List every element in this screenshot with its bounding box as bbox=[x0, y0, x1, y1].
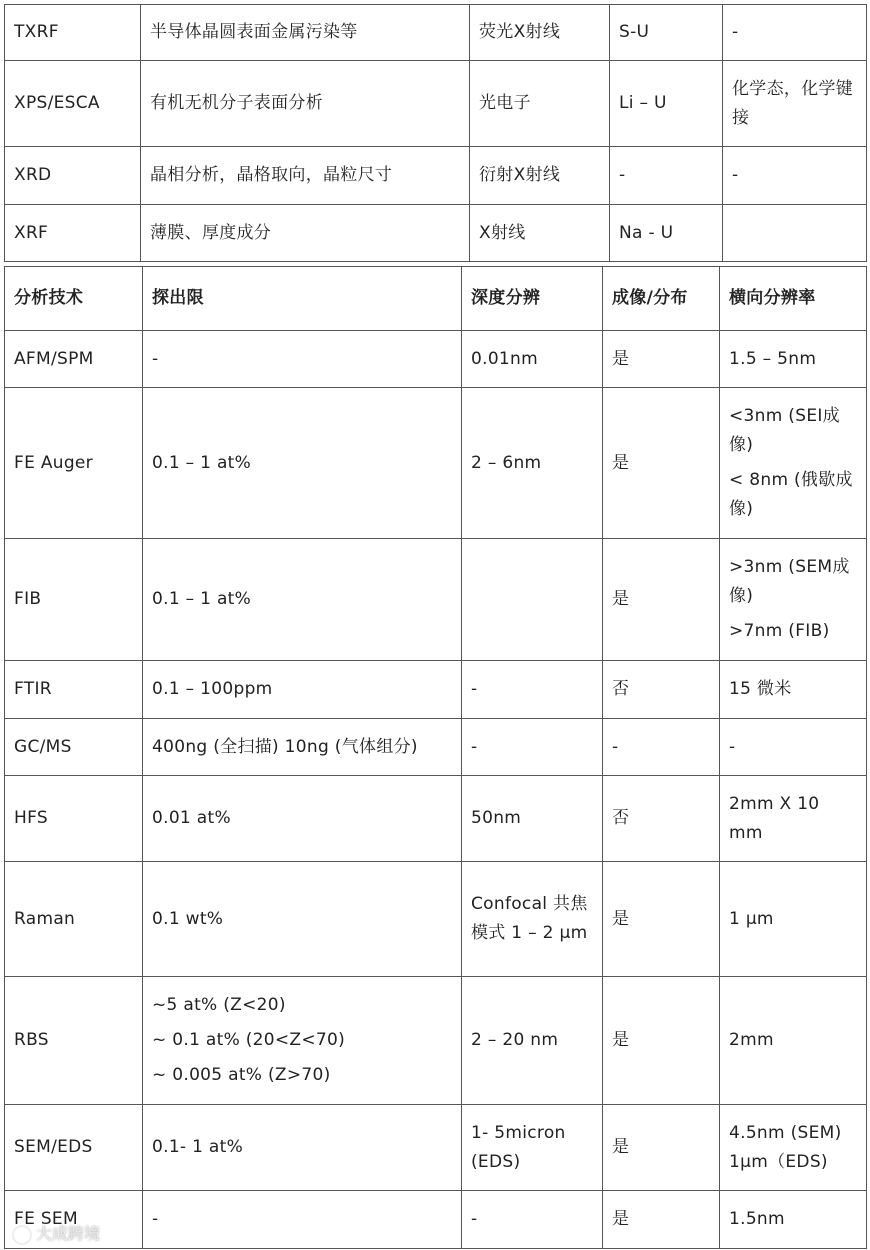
cell-tech: SEM/EDS bbox=[5, 1105, 143, 1191]
cell-limit bbox=[143, 1105, 462, 1191]
cell-line: - bbox=[152, 1209, 159, 1229]
cell-tech: XRF bbox=[5, 205, 141, 262]
cell-line: 400ng (全扫描) 10ng (气体组分) bbox=[152, 736, 418, 757]
cell-tech: GC/MS bbox=[5, 719, 143, 776]
cell-imaging: 是 bbox=[603, 331, 720, 388]
table-row bbox=[5, 661, 867, 719]
header-lateral: 横向分辨率 bbox=[720, 267, 867, 331]
cell-tech: RBS bbox=[5, 977, 143, 1105]
cell-limit bbox=[143, 539, 462, 661]
cell-elements: - bbox=[610, 147, 723, 205]
cell-depth: - bbox=[462, 1191, 603, 1249]
cell-probe: 衍射X射线 bbox=[470, 147, 610, 205]
cell-imaging: 是 bbox=[603, 977, 720, 1105]
cell-probe: X射线 bbox=[470, 205, 610, 262]
header-depth: 深度分辨 bbox=[462, 267, 603, 331]
cell-line: < 8nm (俄歇成像) bbox=[729, 470, 853, 519]
cell-line: 1.5 – 5nm bbox=[729, 348, 817, 369]
cell-imaging: 是 bbox=[603, 388, 720, 539]
cell-elements: Na - U bbox=[610, 205, 723, 262]
header-row bbox=[5, 267, 867, 331]
cell-line: 0.1 – 1 at% bbox=[152, 452, 252, 473]
cell-info: 化学态，化学键接 bbox=[723, 61, 867, 147]
cell-lateral bbox=[720, 776, 867, 862]
cell-lateral bbox=[720, 661, 867, 719]
header-tech: 分析技术 bbox=[5, 267, 143, 331]
cell-depth: 0.01nm bbox=[462, 331, 603, 388]
cell-imaging: 是 bbox=[603, 539, 720, 661]
cell-tech: XPS/ESCA bbox=[5, 61, 141, 147]
cell-tech: XRD bbox=[5, 147, 141, 205]
cell-limit bbox=[143, 1191, 462, 1249]
cell-info: - bbox=[723, 5, 867, 61]
cell-line: 0.1 – 100ppm bbox=[152, 679, 273, 699]
table-row bbox=[5, 776, 867, 862]
cell-line: 1.5nm bbox=[729, 1209, 785, 1229]
table-row bbox=[5, 1191, 867, 1249]
cell-lateral bbox=[720, 539, 867, 661]
cell-line: 2mm X 10 mm bbox=[729, 793, 820, 843]
cell-info: - bbox=[723, 147, 867, 205]
cell-info bbox=[723, 205, 867, 262]
cell-line: <3nm (SEI成像) bbox=[729, 406, 840, 455]
cell-imaging: - bbox=[603, 719, 720, 776]
cell-depth: 2 – 20 nm bbox=[462, 977, 603, 1105]
cell-limit bbox=[143, 977, 462, 1105]
cell-imaging: 否 bbox=[603, 776, 720, 862]
table-row bbox=[5, 539, 867, 661]
cell-application: 半导体晶圆表面金属污染等 bbox=[141, 5, 470, 61]
cell-imaging: 是 bbox=[603, 1105, 720, 1191]
cell-line: ~ 0.1 at% (20<Z<70) bbox=[152, 1030, 346, 1050]
table-row bbox=[5, 61, 867, 147]
cell-depth: - bbox=[462, 719, 603, 776]
table-row bbox=[5, 205, 867, 262]
cell-tech: FTIR bbox=[5, 661, 143, 719]
cell-tech: FE SEM bbox=[5, 1191, 143, 1249]
cell-limit bbox=[143, 388, 462, 539]
table-row bbox=[5, 147, 867, 205]
analysis-table bbox=[4, 266, 867, 1249]
cell-line: 0.1 wt% bbox=[152, 908, 224, 929]
cell-limit bbox=[143, 862, 462, 977]
cell-tech: TXRF bbox=[5, 5, 141, 61]
cell-line: 15 微米 bbox=[729, 679, 792, 699]
watermark bbox=[12, 1221, 100, 1245]
cell-limit bbox=[143, 331, 462, 388]
table-row bbox=[5, 388, 867, 539]
cell-lateral bbox=[720, 388, 867, 539]
cell-line: - bbox=[729, 736, 736, 757]
cell-limit bbox=[143, 719, 462, 776]
cell-line: - bbox=[152, 348, 159, 369]
cell-line: >3nm (SEM成像) bbox=[729, 557, 850, 606]
cell-depth bbox=[462, 539, 603, 661]
table-row bbox=[5, 331, 867, 388]
cell-lateral bbox=[720, 977, 867, 1105]
cell-application: 薄膜、厚度成分 bbox=[141, 205, 470, 262]
cell-line: 2mm bbox=[729, 1030, 774, 1050]
cell-line: 1 µm bbox=[729, 908, 774, 929]
cell-depth: 1- 5micron (EDS) bbox=[462, 1105, 603, 1191]
cell-tech: Raman bbox=[5, 862, 143, 977]
cell-line: 0.1- 1 at% bbox=[152, 1137, 244, 1157]
top-table bbox=[4, 4, 867, 262]
table-row bbox=[5, 977, 867, 1105]
watermark-text: 大成跨境 bbox=[36, 1224, 101, 1243]
cell-depth: - bbox=[462, 661, 603, 719]
cell-lateral bbox=[720, 862, 867, 977]
cell-line: ~5 at% (Z<20) bbox=[152, 995, 286, 1015]
cell-imaging: 否 bbox=[603, 661, 720, 719]
table-row bbox=[5, 862, 867, 977]
cell-elements: S-U bbox=[610, 5, 723, 61]
cell-lateral bbox=[720, 719, 867, 776]
cell-depth: Confocal 共焦模式 1 – 2 µm bbox=[462, 862, 603, 977]
cell-tech: AFM/SPM bbox=[5, 331, 143, 388]
cell-application: 有机无机分子表面分析 bbox=[141, 61, 470, 147]
cell-limit bbox=[143, 661, 462, 719]
cell-line: ~ 0.005 at% (Z>70) bbox=[152, 1065, 331, 1085]
cell-line: >7nm (FIB) bbox=[729, 621, 830, 641]
header-imaging: 成像/分布 bbox=[603, 267, 720, 331]
cell-tech: FE Auger bbox=[5, 388, 143, 539]
cell-depth: 2 – 6nm bbox=[462, 388, 603, 539]
table-row bbox=[5, 5, 867, 61]
cell-lateral bbox=[720, 1105, 867, 1191]
cell-limit bbox=[143, 776, 462, 862]
header-limit: 探出限 bbox=[143, 267, 462, 331]
cell-line: 0.1 – 1 at% bbox=[152, 589, 252, 609]
cell-elements: Li – U bbox=[610, 61, 723, 147]
watermark-logo-icon bbox=[12, 1225, 32, 1245]
cell-lateral bbox=[720, 331, 867, 388]
table-row bbox=[5, 719, 867, 776]
cell-lateral bbox=[720, 1191, 867, 1249]
cell-probe: 荧光X射线 bbox=[470, 5, 610, 61]
cell-imaging: 是 bbox=[603, 862, 720, 977]
cell-probe: 光电子 bbox=[470, 61, 610, 147]
cell-line: 0.01 at% bbox=[152, 808, 231, 828]
cell-imaging: 是 bbox=[603, 1191, 720, 1249]
cell-application: 晶相分析，晶格取向，晶粒尺寸 bbox=[141, 147, 470, 205]
table-row bbox=[5, 1105, 867, 1191]
cell-depth: 50nm bbox=[462, 776, 603, 862]
cell-line: 4.5nm (SEM) 1µm（EDS) bbox=[729, 1122, 842, 1172]
cell-tech: HFS bbox=[5, 776, 143, 862]
cell-tech: FIB bbox=[5, 539, 143, 661]
